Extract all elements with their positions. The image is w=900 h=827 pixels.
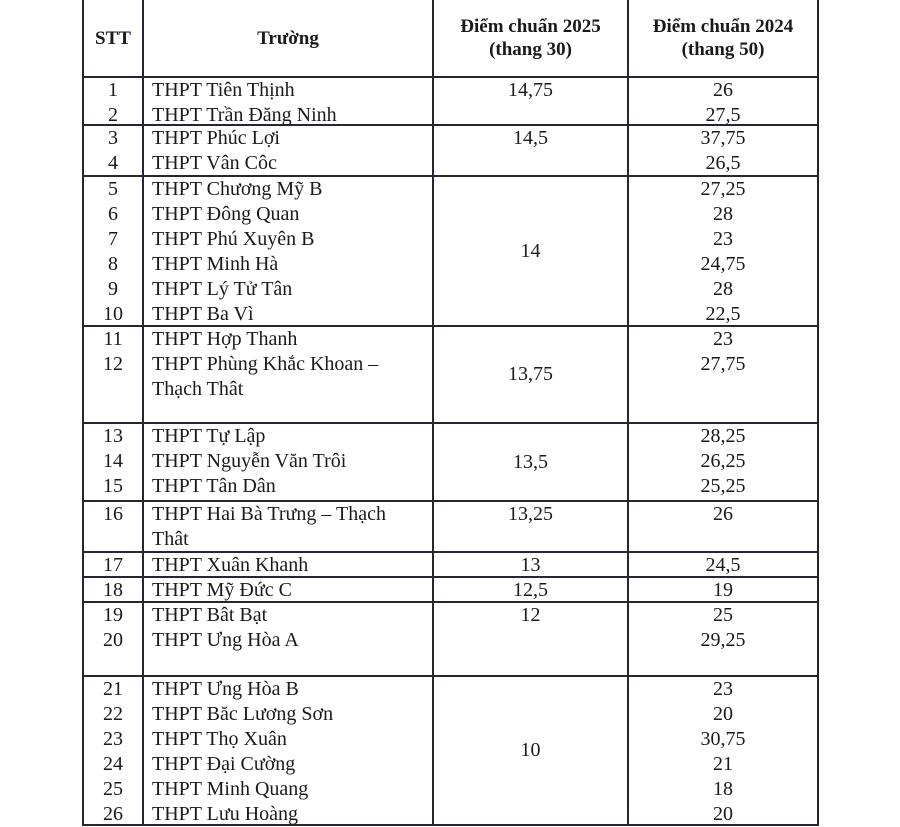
school-name: THPT Tân Dân xyxy=(152,475,276,497)
stt-cell xyxy=(84,578,142,601)
stt-value: 9 xyxy=(108,278,118,300)
score-2024-value: 20 xyxy=(713,703,733,725)
school-name: THPT Vân Côc xyxy=(152,152,277,174)
score-2024-value: 29,25 xyxy=(700,629,746,651)
school-name: THPT Minh Hà xyxy=(152,253,279,275)
score-2025-cell xyxy=(432,578,627,601)
score-2024-value: 28 xyxy=(713,203,733,225)
stt-cell xyxy=(84,603,142,675)
score-2025-value: 12,5 xyxy=(513,579,548,601)
stt-value: 18 xyxy=(103,579,123,601)
school-name: THPT Phúc Lợi xyxy=(152,127,280,149)
stt-cell xyxy=(84,327,142,422)
school-cell xyxy=(142,327,432,422)
table-row-group xyxy=(84,124,817,175)
header-score-2025-label xyxy=(460,15,600,61)
school-cell xyxy=(142,424,432,500)
school-name: THPT Tiên Thịnh xyxy=(152,79,295,101)
score-2024-cell xyxy=(627,553,817,576)
school-name: THPT Hợp Thanh xyxy=(152,328,298,350)
school-name: THPT Đại Cường xyxy=(152,753,296,775)
score-2024-cell xyxy=(627,327,817,422)
score-2024-value: 26,5 xyxy=(705,152,741,174)
score-2024-value: 22,5 xyxy=(705,303,741,325)
score-2025-cell xyxy=(432,327,627,422)
school-name: THPT Trần Đăng Ninh xyxy=(152,104,337,126)
table-row-group xyxy=(84,601,817,675)
stt-value: 14 xyxy=(103,450,123,472)
stt-value: 10 xyxy=(103,303,123,325)
score-2024-value: 18 xyxy=(713,778,733,800)
score-2024-cell xyxy=(627,424,817,500)
stt-cell xyxy=(84,126,142,175)
score-2025-cell xyxy=(432,677,627,824)
table-header-row xyxy=(84,0,817,76)
score-2024-value: 20 xyxy=(713,803,733,825)
school-name: THPT Ba Vì xyxy=(152,303,254,325)
table-row-group xyxy=(84,551,817,576)
stt-cell xyxy=(84,78,142,124)
school-cell xyxy=(142,502,432,551)
school-name: THPT Băc Lương Sơn xyxy=(152,703,334,725)
table-row-group xyxy=(84,675,817,824)
table-row-group xyxy=(84,576,817,601)
score-2024-value: 21 xyxy=(713,753,733,775)
school-cell xyxy=(142,578,432,601)
school-name: THPT Ưng Hòa A xyxy=(152,629,299,651)
table-row-group xyxy=(84,500,817,551)
stt-value: 7 xyxy=(108,228,118,250)
header-school xyxy=(142,0,432,76)
score-2024-value: 37,75 xyxy=(700,127,746,149)
score-2025-cell xyxy=(432,502,627,551)
stt-value: 1 xyxy=(108,79,118,101)
stt-value: 20 xyxy=(103,629,123,651)
score-2024-value: 24,75 xyxy=(700,253,746,275)
score-2024-value: 27,75 xyxy=(700,353,746,375)
score-2024-value: 25 xyxy=(713,604,733,626)
score-2024-value: 27,5 xyxy=(705,104,741,126)
score-2024-value: 25,25 xyxy=(700,475,746,497)
stt-value: 15 xyxy=(103,475,123,497)
stt-value: 2 xyxy=(108,104,118,126)
score-2024-cell xyxy=(627,177,817,325)
score-2024-value: 24,5 xyxy=(705,554,741,576)
header-score-2025 xyxy=(432,0,627,76)
school-name: THPT Nguyễn Văn Trôi xyxy=(152,450,347,472)
score-2024-cell xyxy=(627,78,817,124)
score-2025-cell xyxy=(432,126,627,175)
school-name: THPT Thọ Xuân xyxy=(152,728,287,750)
score-2025-value: 14,75 xyxy=(508,79,553,101)
stt-value: 11 xyxy=(103,328,123,350)
score-2024-value: 28,25 xyxy=(700,425,746,447)
school-name: THPT Lý Tử Tân xyxy=(152,278,293,300)
score-2024-cell xyxy=(627,578,817,601)
school-name: THPT Mỹ Đức C xyxy=(152,579,292,601)
table-row-group xyxy=(84,325,817,422)
school-cell xyxy=(142,603,432,675)
header-stt xyxy=(84,0,142,76)
table-body xyxy=(84,76,817,824)
header-school-label: Trường xyxy=(257,27,319,49)
score-2024-value: 30,75 xyxy=(700,728,746,750)
school-name: THPT Bât Bạt xyxy=(152,604,268,626)
school-name: THPT Đông Quan xyxy=(152,203,300,225)
score-2025-value: 12 xyxy=(520,604,541,626)
stt-value: 23 xyxy=(103,728,123,750)
score-2024-value: 19 xyxy=(713,579,733,601)
school-cell xyxy=(142,78,432,124)
stt-cell xyxy=(84,177,142,325)
school-name: THPT Chương Mỹ B xyxy=(152,178,323,200)
school-cell xyxy=(142,126,432,175)
school-name: THPT Xuân Khanh xyxy=(152,554,309,576)
score-2024-cell xyxy=(627,603,817,675)
stt-value: 13 xyxy=(103,425,123,447)
school-name: THPT Lưu Hoàng xyxy=(152,803,299,825)
stt-value: 24 xyxy=(103,753,123,775)
stt-value: 21 xyxy=(103,678,123,700)
stt-cell xyxy=(84,553,142,576)
score-2025-cell xyxy=(432,553,627,576)
score-2024-value: 23 xyxy=(713,678,733,700)
school-name: THPT Minh Quang xyxy=(152,778,309,800)
stt-cell xyxy=(84,502,142,551)
school-cell xyxy=(142,553,432,576)
school-name: THPT Hai Bà Trưng – Thạch Thât xyxy=(152,503,386,550)
stt-cell xyxy=(84,424,142,500)
stt-cell xyxy=(84,677,142,824)
score-2025-value: 14 xyxy=(520,239,541,262)
school-name: THPT Tự Lập xyxy=(152,425,266,447)
score-2025-cell xyxy=(432,603,627,675)
header-score-2024 xyxy=(627,0,817,76)
stt-value: 5 xyxy=(108,178,118,200)
table-row-group xyxy=(84,76,817,124)
stt-value: 16 xyxy=(103,503,123,525)
score-2025-value: 10 xyxy=(520,739,541,761)
stt-value: 26 xyxy=(103,803,123,825)
header-score-2024-label xyxy=(653,15,793,61)
score-2025-value: 13,75 xyxy=(508,363,553,385)
score-2024-value: 26,25 xyxy=(700,450,746,472)
school-name: THPT Phùng Khắc Khoan – Thạch Thât xyxy=(152,353,379,400)
score-2024-cell xyxy=(627,502,817,551)
header-score-2024-title: Điểm chuẩn 2024 xyxy=(652,16,794,37)
header-score-2025-title: Điểm chuẩn 2025 xyxy=(460,16,601,37)
header-stt-label: STT xyxy=(95,27,131,49)
score-2025-cell xyxy=(432,177,627,325)
score-2024-value: 28 xyxy=(713,278,733,300)
header-score-2025-scale: (thang 30) xyxy=(489,39,572,60)
school-cell xyxy=(142,177,432,325)
stt-value: 8 xyxy=(108,253,118,275)
stt-value: 4 xyxy=(108,152,118,174)
school-name: THPT Ưng Hòa B xyxy=(152,678,299,700)
score-2025-cell xyxy=(432,78,627,124)
stt-value: 25 xyxy=(103,778,123,800)
score-2025-value: 14,5 xyxy=(513,127,548,149)
table-row-group xyxy=(84,175,817,325)
score-2024-value: 27,25 xyxy=(700,178,746,200)
stt-value: 17 xyxy=(103,554,123,576)
stt-value: 6 xyxy=(108,203,118,225)
stt-value: 19 xyxy=(103,604,123,626)
stt-value: 3 xyxy=(108,127,118,149)
school-cell xyxy=(142,677,432,824)
score-2025-value: 13,5 xyxy=(513,450,548,473)
table-row-group xyxy=(84,422,817,500)
score-2024-value: 23 xyxy=(713,228,733,250)
school-name: THPT Phú Xuyên B xyxy=(152,228,315,250)
score-2024-value: 26 xyxy=(713,503,733,525)
score-2024-value: 26 xyxy=(713,79,733,101)
admission-scores-table xyxy=(82,0,819,826)
stt-value: 12 xyxy=(103,353,123,375)
score-2024-cell xyxy=(627,126,817,175)
score-2025-value: 13 xyxy=(520,554,541,576)
score-2025-cell xyxy=(432,424,627,500)
header-score-2024-scale: (thang 50) xyxy=(681,39,765,60)
stt-value: 22 xyxy=(103,703,123,725)
score-2025-value: 13,25 xyxy=(508,503,553,525)
score-2024-value: 23 xyxy=(713,328,733,350)
score-2024-cell xyxy=(627,677,817,824)
